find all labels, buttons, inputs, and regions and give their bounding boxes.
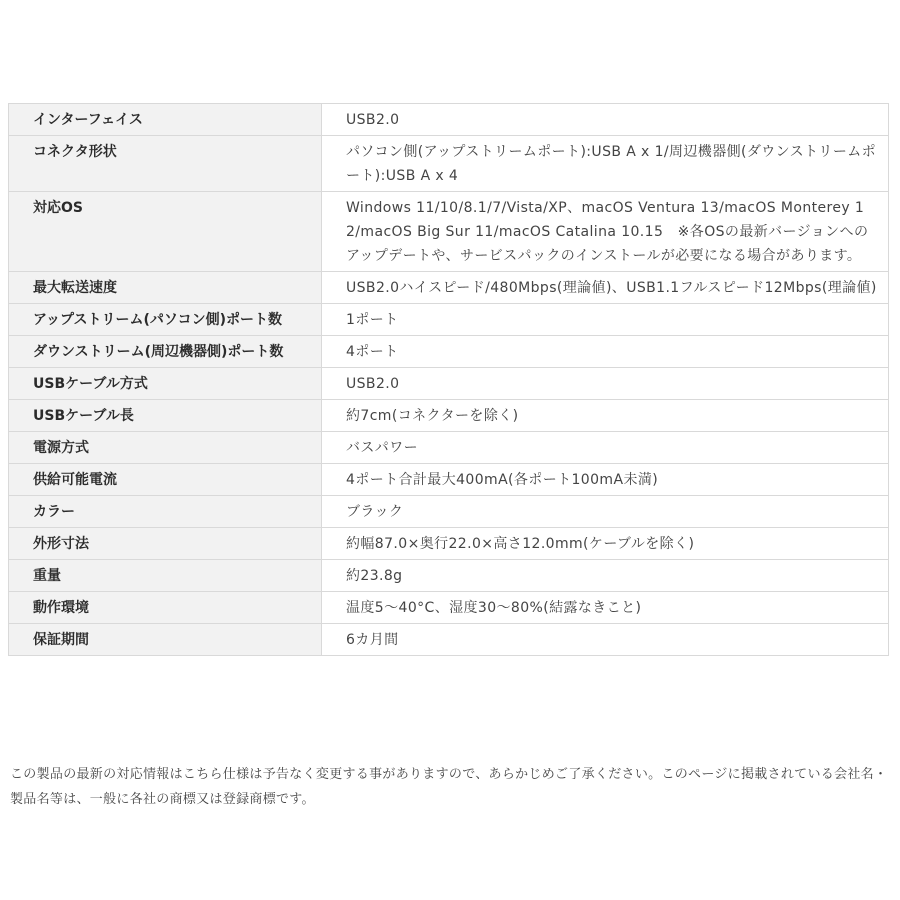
spec-row — [9, 432, 889, 464]
spec-row — [9, 464, 889, 496]
spec-value: USB2.0 — [322, 368, 889, 400]
spec-label: USBケーブル長 — [9, 400, 322, 432]
spec-row — [9, 496, 889, 528]
spec-label: 重量 — [9, 560, 322, 592]
spec-label: アップストリーム(パソコン側)ポート数 — [9, 304, 322, 336]
spec-row — [9, 528, 889, 560]
spec-value: USB2.0ハイスピード/480Mbps(理論値)、USB1.1フルスピード12Mbps(理論値) — [322, 272, 889, 304]
spec-value: 1ポート — [322, 304, 889, 336]
spec-value: 温度5〜40°C、湿度30〜80%(結露なきこと) — [322, 592, 889, 624]
spec-label: 最大転送速度 — [9, 272, 322, 304]
spec-table — [8, 103, 889, 656]
spec-label: 対応OS — [9, 192, 322, 272]
spec-value: 約23.8g — [322, 560, 889, 592]
spec-row — [9, 560, 889, 592]
spec-row — [9, 400, 889, 432]
footer-note: この製品の最新の対応情報はこちら仕様は予告なく変更する事がありますので、あらかじめご了承ください。このページに掲載されている会社名・製品名等は、一般に各社の商標又は登録商標です。 — [10, 767, 888, 807]
spec-label: インターフェイス — [9, 104, 322, 136]
spec-value: バスパワー — [322, 432, 889, 464]
spec-value: 約7cm(コネクターを除く) — [322, 400, 889, 432]
spec-row — [9, 104, 889, 136]
spec-label: カラー — [9, 496, 322, 528]
spec-value: 4ポート合計最大400mA(各ポート100mA未満) — [322, 464, 889, 496]
spec-value: ブラック — [322, 496, 889, 528]
spec-label: コネクタ形状 — [9, 136, 322, 192]
spec-label: 保証期間 — [9, 624, 322, 656]
spec-label: USBケーブル方式 — [9, 368, 322, 400]
spec-value: Windows 11/10/8.1/7/Vista/XP、macOS Ventura 13/macOS Monterey 12/macOS Big Sur 11/macOS Catalina 10.15 ※各OSの最新バージョンへのアップデートや、サービスパックのインストールが必要になる場合があります。 — [322, 192, 889, 272]
spec-row — [9, 624, 889, 656]
spec-value: 4ポート — [322, 336, 889, 368]
spec-row — [9, 192, 889, 272]
spec-row — [9, 368, 889, 400]
spec-row — [9, 136, 889, 192]
spec-value: パソコン側(アップストリームポート):USB A x 1/周辺機器側(ダウンストリームポート):USB A x 4 — [322, 136, 889, 192]
spec-label: 電源方式 — [9, 432, 322, 464]
spec-value: 6カ月間 — [322, 624, 889, 656]
spec-value: USB2.0 — [322, 104, 889, 136]
spec-label: 供給可能電流 — [9, 464, 322, 496]
spec-label: 外形寸法 — [9, 528, 322, 560]
spec-row — [9, 272, 889, 304]
spec-row — [9, 336, 889, 368]
spec-value: 約幅87.0×奥行22.0×高さ12.0mm(ケーブルを除く) — [322, 528, 889, 560]
spec-row — [9, 592, 889, 624]
spec-label: 動作環境 — [9, 592, 322, 624]
spec-row — [9, 304, 889, 336]
spec-label: ダウンストリーム(周辺機器側)ポート数 — [9, 336, 322, 368]
